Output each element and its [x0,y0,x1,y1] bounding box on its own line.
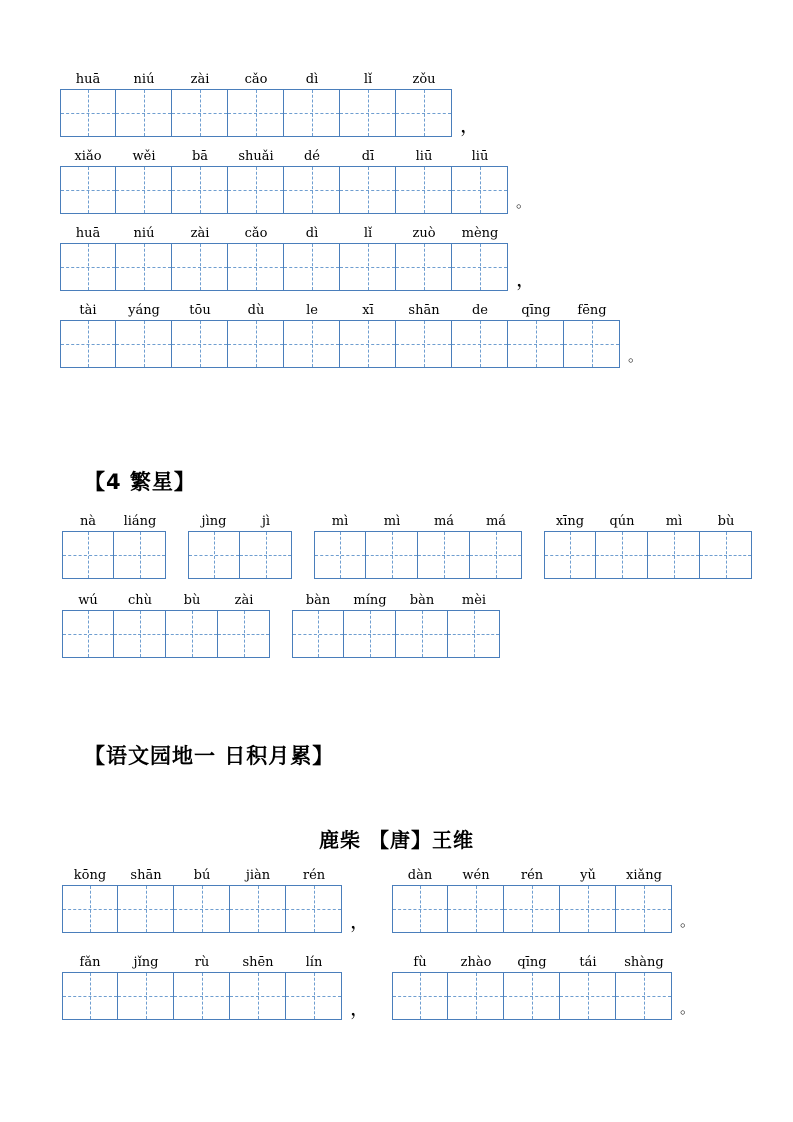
character-write-box[interactable] [228,89,284,137]
pinyin-cell [116,149,172,214]
pinyin-label: zhào [460,955,492,970]
pinyin-label: dù [247,303,265,318]
character-write-box[interactable] [60,320,116,368]
cell-group [292,593,500,658]
pinyin-cell [508,303,564,368]
pinyin-label: de [471,303,488,318]
pinyin-cell [286,955,342,1020]
pinyin-cell [286,868,342,933]
character-write-box[interactable] [166,610,218,658]
pinyin-cell [228,303,284,368]
cell-group [544,514,752,579]
pinyin-cell [174,868,230,933]
pinyin-cell [544,514,596,579]
character-write-box[interactable] [116,89,172,137]
character-write-box[interactable] [396,166,452,214]
character-write-box[interactable] [62,885,118,933]
pinyin-cell [448,593,500,658]
character-write-box[interactable] [172,166,228,214]
character-write-box[interactable] [448,972,504,1020]
pinyin-label: mì [331,514,349,529]
pinyin-cell [188,514,240,579]
cell-group [60,149,508,214]
character-write-box[interactable] [118,972,174,1020]
pinyin-cell [366,514,418,579]
punctuation-period: 。 [680,999,696,1017]
character-write-box[interactable] [564,320,620,368]
pinyin-cell [504,868,560,933]
character-write-box[interactable] [616,972,672,1020]
pinyin-label: shàng [624,955,664,970]
character-write-box[interactable] [172,89,228,137]
character-write-box[interactable] [60,89,116,137]
pinyin-label: jì [261,514,271,529]
sentence-block-1 [60,72,643,368]
sentence-row-3 [60,226,643,291]
pinyin-cell [616,868,672,933]
pinyin-cell [596,514,648,579]
pinyin-cell [504,955,560,1020]
character-write-box[interactable] [116,166,172,214]
character-write-box[interactable] [172,243,228,291]
character-write-box[interactable] [228,320,284,368]
pinyin-cell [230,955,286,1020]
character-write-box[interactable] [286,885,342,933]
pinyin-cell [62,868,118,933]
poem-line-1 [62,868,695,933]
pinyin-label: shēn [242,955,274,970]
character-write-box[interactable] [392,972,448,1020]
pinyin-label: wén [462,868,490,883]
character-write-box[interactable] [114,610,166,658]
character-write-box[interactable] [62,531,114,579]
character-write-box[interactable] [448,885,504,933]
character-write-box[interactable] [114,531,166,579]
character-write-box[interactable] [230,972,286,1020]
pinyin-cell [560,955,616,1020]
cell-group [62,868,342,933]
character-write-box[interactable] [504,972,560,1020]
character-write-box[interactable] [240,531,292,579]
pinyin-label: bú [193,868,211,883]
pinyin-cell [340,226,396,291]
pinyin-label: shān [130,868,162,883]
cell-group [392,868,672,933]
character-write-box[interactable] [174,972,230,1020]
cell-group [314,514,522,579]
character-write-box[interactable] [116,320,172,368]
pinyin-label: xīng [555,514,585,529]
pinyin-label: dì [305,226,319,241]
character-write-box[interactable] [174,885,230,933]
pinyin-cell [392,868,448,933]
character-write-box[interactable] [470,531,522,579]
heading-fanxing: 【4 繁星】 [84,470,196,494]
character-write-box[interactable] [396,243,452,291]
character-write-box[interactable] [396,89,452,137]
character-write-box[interactable] [648,531,700,579]
pinyin-label: liáng [123,514,157,529]
character-write-box[interactable] [230,885,286,933]
pinyin-cell [62,593,114,658]
pinyin-cell [228,72,284,137]
character-write-box[interactable] [340,243,396,291]
pinyin-label: zuò [412,226,436,241]
fanxing-block [62,514,752,658]
character-write-box[interactable] [418,531,470,579]
pinyin-label: rén [520,868,544,883]
character-write-box[interactable] [218,610,270,658]
pinyin-label: bù [717,514,735,529]
pinyin-cell [284,303,340,368]
character-write-box[interactable] [60,166,116,214]
character-write-box[interactable] [62,610,114,658]
pinyin-cell [174,955,230,1020]
pinyin-cell [340,149,396,214]
pinyin-cell [116,226,172,291]
pinyin-label: tōu [189,303,211,318]
cell-group [62,955,342,1020]
pinyin-cell [228,149,284,214]
pinyin-label: jìng [201,514,227,529]
cell-group [60,72,452,137]
pinyin-label: shuǎi [238,149,274,164]
pinyin-cell [700,514,752,579]
punctuation-comma: ， [516,267,536,291]
pinyin-cell [448,955,504,1020]
pinyin-cell [60,72,116,137]
character-write-box[interactable] [366,531,418,579]
pinyin-cell [172,226,228,291]
pinyin-label: míng [353,593,387,608]
fanxing-row-2 [62,593,752,658]
pinyin-label: nà [79,514,97,529]
pinyin-cell [452,303,508,368]
pinyin-cell [284,226,340,291]
pinyin-cell [240,514,292,579]
pinyin-label: lín [305,955,323,970]
pinyin-label: mì [665,514,683,529]
punctuation-comma: ， [350,909,370,933]
sentence-row-2 [60,149,643,214]
pinyin-label: xī [362,303,374,318]
pinyin-label: zǒu [412,72,436,87]
pinyin-cell [166,593,218,658]
character-write-box[interactable] [284,166,340,214]
pinyin-label: yáng [128,303,160,318]
pinyin-label: wú [78,593,98,608]
character-write-box[interactable] [284,89,340,137]
pinyin-label: wěi [132,149,156,164]
pinyin-label: dì [305,72,319,87]
pinyin-cell [452,149,508,214]
cell-group [392,955,672,1020]
character-write-box[interactable] [116,243,172,291]
character-write-box[interactable] [344,610,396,658]
pinyin-cell [648,514,700,579]
pinyin-cell [116,72,172,137]
pinyin-label: bàn [305,593,331,608]
poem-title: 鹿柴 【唐】王维 [319,828,474,852]
character-write-box[interactable] [286,972,342,1020]
pinyin-label: rén [302,868,326,883]
pinyin-cell [340,303,396,368]
sentence-row-4 [60,303,643,368]
character-write-box[interactable] [508,320,564,368]
cell-group [62,593,270,658]
pinyin-label: fēng [577,303,607,318]
poem-block [62,868,695,1020]
character-write-box[interactable] [596,531,648,579]
character-write-box[interactable] [504,885,560,933]
pinyin-label: cǎo [244,226,268,241]
pinyin-label: bù [183,593,201,608]
pinyin-label: má [433,514,455,529]
pinyin-label: qún [609,514,635,529]
pinyin-cell [616,955,672,1020]
character-write-box[interactable] [62,972,118,1020]
pinyin-label: yǔ [580,868,596,883]
character-write-box[interactable] [340,320,396,368]
character-write-box[interactable] [700,531,752,579]
character-write-box[interactable] [560,885,616,933]
character-write-box[interactable] [396,610,448,658]
pinyin-label: niú [133,226,155,241]
heading-yuandi: 【语文园地一 日积月累】 [84,744,335,768]
pinyin-cell [116,303,172,368]
pinyin-label: huā [75,72,101,87]
pinyin-cell [396,593,448,658]
pinyin-label: bā [191,149,209,164]
character-write-box[interactable] [118,885,174,933]
pinyin-label: chù [127,593,153,608]
pinyin-cell [114,514,166,579]
pinyin-cell [396,149,452,214]
pinyin-label: qīng [521,303,551,318]
character-write-box[interactable] [188,531,240,579]
pinyin-cell [396,72,452,137]
pinyin-label: fù [413,955,427,970]
character-write-box[interactable] [392,885,448,933]
pinyin-cell [292,593,344,658]
pinyin-cell [284,72,340,137]
pinyin-cell [564,303,620,368]
punctuation-period: 。 [628,347,644,365]
cell-group [60,303,620,368]
pinyin-cell [230,868,286,933]
pinyin-cell [418,514,470,579]
pinyin-cell [60,226,116,291]
pinyin-label: rù [194,955,210,970]
pinyin-cell [396,226,452,291]
pinyin-label: mèi [461,593,487,608]
pinyin-label: liū [415,149,433,164]
character-write-box[interactable] [314,531,366,579]
punctuation-period: 。 [516,193,532,211]
pinyin-cell [340,72,396,137]
pinyin-cell [172,303,228,368]
pinyin-cell [118,955,174,1020]
character-write-box[interactable] [396,320,452,368]
pinyin-label: shān [408,303,440,318]
pinyin-cell [470,514,522,579]
pinyin-cell [172,72,228,137]
pinyin-cell [60,303,116,368]
character-write-box[interactable] [292,610,344,658]
pinyin-label: mèng [461,226,499,241]
pinyin-label: qīng [517,955,547,970]
pinyin-label: dàn [407,868,433,883]
cell-group [60,226,508,291]
pinyin-label: zài [190,226,210,241]
pinyin-cell [314,514,366,579]
pinyin-cell [344,593,396,658]
poem-line-2 [62,955,695,1020]
pinyin-cell [284,149,340,214]
pinyin-label: liū [471,149,489,164]
pinyin-label: tài [79,303,97,318]
pinyin-label: lǐ [363,226,373,241]
fanxing-row-1 [62,514,752,579]
character-write-box[interactable] [284,320,340,368]
pinyin-label: fǎn [79,955,101,970]
pinyin-cell [172,149,228,214]
pinyin-cell [452,226,508,291]
pinyin-cell [60,149,116,214]
pinyin-cell [62,514,114,579]
character-write-box[interactable] [228,166,284,214]
pinyin-cell [62,955,118,1020]
character-write-box[interactable] [560,972,616,1020]
character-write-box[interactable] [452,166,508,214]
pinyin-label: tái [579,955,597,970]
pinyin-label: huā [75,226,101,241]
punctuation-period: 。 [680,912,696,930]
character-write-box[interactable] [340,89,396,137]
pinyin-label: xiǎo [74,149,102,164]
character-write-box[interactable] [452,320,508,368]
pinyin-cell [560,868,616,933]
pinyin-cell [114,593,166,658]
pinyin-cell [218,593,270,658]
character-write-box[interactable] [228,243,284,291]
sentence-row-1 [60,72,643,137]
pinyin-label: xiǎng [626,868,662,883]
pinyin-label: má [485,514,507,529]
pinyin-cell [396,303,452,368]
pinyin-label: cǎo [244,72,268,87]
pinyin-label: mì [383,514,401,529]
character-write-box[interactable] [60,243,116,291]
character-write-box[interactable] [284,243,340,291]
punctuation-comma: ， [350,996,370,1020]
character-write-box[interactable] [616,885,672,933]
cell-group [62,514,166,579]
punctuation-comma: ， [460,113,480,137]
pinyin-label: lǐ [363,72,373,87]
pinyin-label: jiàn [245,868,271,883]
character-write-box[interactable] [448,610,500,658]
pinyin-label: zài [190,72,210,87]
pinyin-label: kōng [73,868,107,883]
cell-group [188,514,292,579]
character-write-box[interactable] [340,166,396,214]
pinyin-label: dé [303,149,320,164]
pinyin-cell [228,226,284,291]
character-write-box[interactable] [452,243,508,291]
pinyin-label: bàn [409,593,435,608]
pinyin-cell [118,868,174,933]
pinyin-label: niú [133,72,155,87]
pinyin-label: zài [234,593,254,608]
pinyin-label: le [306,303,318,318]
character-write-box[interactable] [544,531,596,579]
pinyin-cell [448,868,504,933]
pinyin-label: dī [361,149,375,164]
pinyin-cell [392,955,448,1020]
character-write-box[interactable] [172,320,228,368]
pinyin-label: jǐng [133,955,159,970]
